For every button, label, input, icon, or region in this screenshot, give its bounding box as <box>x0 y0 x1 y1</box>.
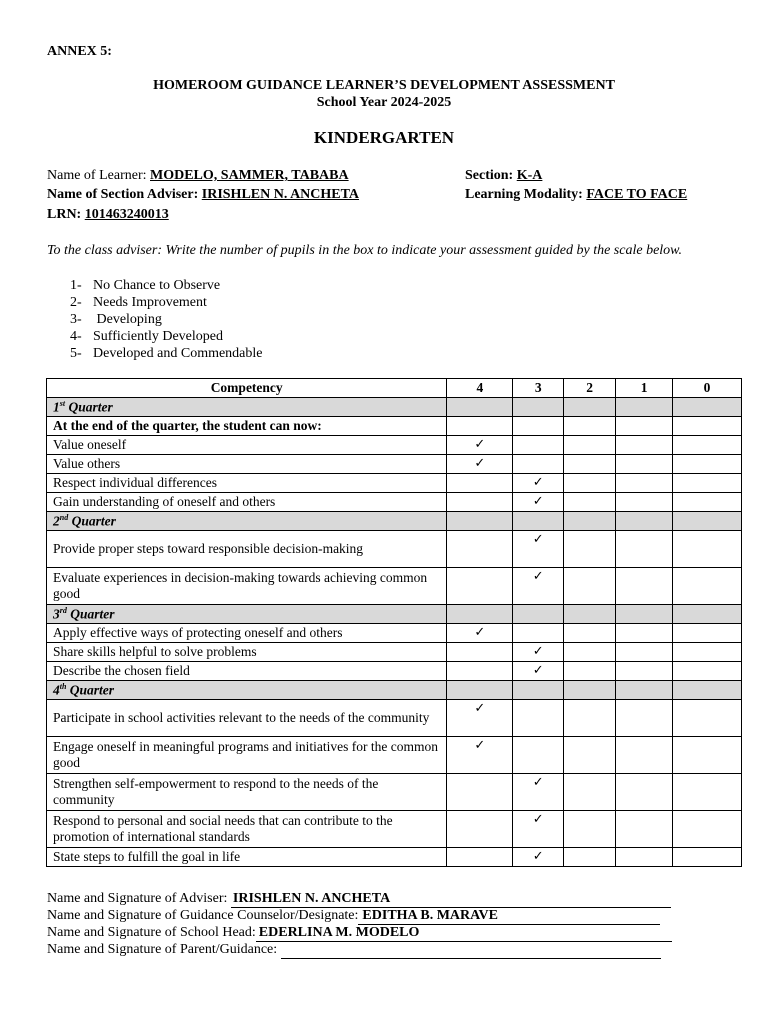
competency-table <box>46 378 742 867</box>
modality-value: FACE TO FACE <box>586 187 688 202</box>
table-row <box>47 436 742 455</box>
table-row <box>47 474 742 493</box>
lrn-row <box>47 205 169 224</box>
table-header <box>47 379 742 398</box>
competency-text: Provide proper steps toward responsible decision-making <box>47 531 447 568</box>
instructions: To the class adviser: Write the number of pupils in the box to indicate your assessment guided by the scale below. <box>47 243 682 258</box>
check-icon: ✓ <box>532 644 544 659</box>
competency-text: Value oneself <box>47 436 447 455</box>
competency-text: Apply effective ways of protecting oneself and others <box>47 624 447 643</box>
table-row <box>47 811 742 848</box>
check-icon: ✓ <box>474 625 486 640</box>
competency-text: Strengthen self-empowerment to respond to the needs of the community <box>47 774 447 811</box>
head-signature-label: Name and Signature of School Head: <box>47 925 256 940</box>
table-row <box>47 774 742 811</box>
check-icon: ✓ <box>532 532 544 547</box>
competency-text: Describe the chosen field <box>47 662 447 681</box>
scale-item: 4- Sufficiently Developed <box>70 329 223 344</box>
adviser-signature-row <box>47 890 671 908</box>
table-row <box>47 643 742 662</box>
header-0: 0 <box>673 379 742 398</box>
competency-text: Value others <box>47 455 447 474</box>
competency-text: Respond to personal and social needs that can contribute to the promotion of international standards <box>47 811 447 848</box>
competency-text: Evaluate experiences in decision-making towards achieving common good <box>47 568 447 605</box>
table-row <box>47 493 742 512</box>
modality-row <box>465 185 687 204</box>
quarter-row <box>47 681 742 700</box>
check-icon: ✓ <box>532 494 544 509</box>
section-label: Section: <box>465 168 514 183</box>
school-year: School Year 2024-2025 <box>316 95 452 110</box>
table-row <box>47 568 742 605</box>
parent-signature-row <box>47 941 661 959</box>
quarter-row <box>47 605 742 624</box>
table-row <box>47 417 742 436</box>
check-icon: ✓ <box>532 475 544 490</box>
adviser-signature-label: Name and Signature of Adviser: <box>47 891 228 906</box>
rating-scale <box>70 277 263 362</box>
table-row <box>47 531 742 568</box>
scale-item: 5- Developed and Commendable <box>70 346 263 361</box>
table-row <box>47 700 742 737</box>
competency-text: Participate in school activities relevant to the needs of the community <box>47 700 447 737</box>
parent-signature-line <box>281 941 661 959</box>
scale-item: 3- Developing <box>70 312 162 327</box>
check-icon: ✓ <box>532 812 544 827</box>
table-row <box>47 624 742 643</box>
header-2: 2 <box>564 379 616 398</box>
header-3: 3 <box>513 379 564 398</box>
intro-text: At the end of the quarter, the student can now: <box>47 417 447 436</box>
check-icon: ✓ <box>532 849 544 864</box>
grade-level: KINDERGARTEN <box>313 128 455 147</box>
header-4: 4 <box>447 379 513 398</box>
quarter-label: 3rd Quarter <box>47 605 447 624</box>
competency-text: Engage oneself in meaningful programs and initiatives for the common good <box>47 737 447 774</box>
header-competency: Competency <box>47 379 447 398</box>
competency-text: Gain understanding of oneself and others <box>47 493 447 512</box>
check-icon: ✓ <box>532 775 544 790</box>
scale-item: 2- Needs Improvement <box>70 295 207 310</box>
lrn-label: LRN: <box>47 207 82 222</box>
section-value: K-A <box>516 168 543 183</box>
competency-text: Share skills helpful to solve problems <box>47 643 447 662</box>
check-icon: ✓ <box>532 663 544 678</box>
competency-text: State steps to fulfill the goal in life <box>47 848 447 867</box>
head-signature-row <box>47 924 672 942</box>
section-row <box>465 166 542 185</box>
header-1: 1 <box>616 379 673 398</box>
quarter-row <box>47 512 742 531</box>
learner-name-row <box>47 166 381 185</box>
counselor-signature-label: Name and Signature of Guidance Counselor/Designate: <box>47 908 359 923</box>
learner-name-value: MODELO, SAMMER, TABABA <box>150 168 349 183</box>
counselor-signature-row <box>47 907 660 925</box>
lrn-value: 101463240013 <box>84 207 169 222</box>
table-row <box>47 455 742 474</box>
check-icon: ✓ <box>474 738 486 753</box>
adviser-signature-value: IRISHLEN N. ANCHETA <box>231 890 671 908</box>
adviser-label: Name of Section Adviser: <box>47 187 199 202</box>
quarter-label: 2nd Quarter <box>47 512 447 531</box>
check-icon: ✓ <box>474 456 486 471</box>
adviser-row <box>47 185 359 204</box>
quarter-label: 1st Quarter <box>47 398 447 417</box>
check-icon: ✓ <box>474 701 486 716</box>
learner-name-label: Name of Learner: <box>47 168 147 183</box>
table-row <box>47 662 742 681</box>
table-row <box>47 737 742 774</box>
head-signature-value: EDERLINA M. MODELO <box>256 924 672 942</box>
parent-signature-label: Name and Signature of Parent/Guidance: <box>47 942 278 957</box>
check-icon: ✓ <box>474 437 486 452</box>
adviser-value: IRISHLEN N. ANCHETA <box>201 187 360 202</box>
counselor-signature-value: EDITHA B. MARAVE <box>358 907 660 925</box>
competency-text: Respect individual differences <box>47 474 447 493</box>
scale-item: 1- No Chance to Observe <box>70 278 221 293</box>
check-icon: ✓ <box>532 569 544 584</box>
quarter-row <box>47 398 742 417</box>
table-row <box>47 848 742 867</box>
quarter-label: 4th Quarter <box>47 681 447 700</box>
annex-label: ANNEX 5: <box>47 44 112 59</box>
modality-label: Learning Modality: <box>465 187 583 202</box>
document-title: HOMEROOM GUIDANCE LEARNER’S DEVELOPMENT ASSESSMENT <box>153 78 615 93</box>
